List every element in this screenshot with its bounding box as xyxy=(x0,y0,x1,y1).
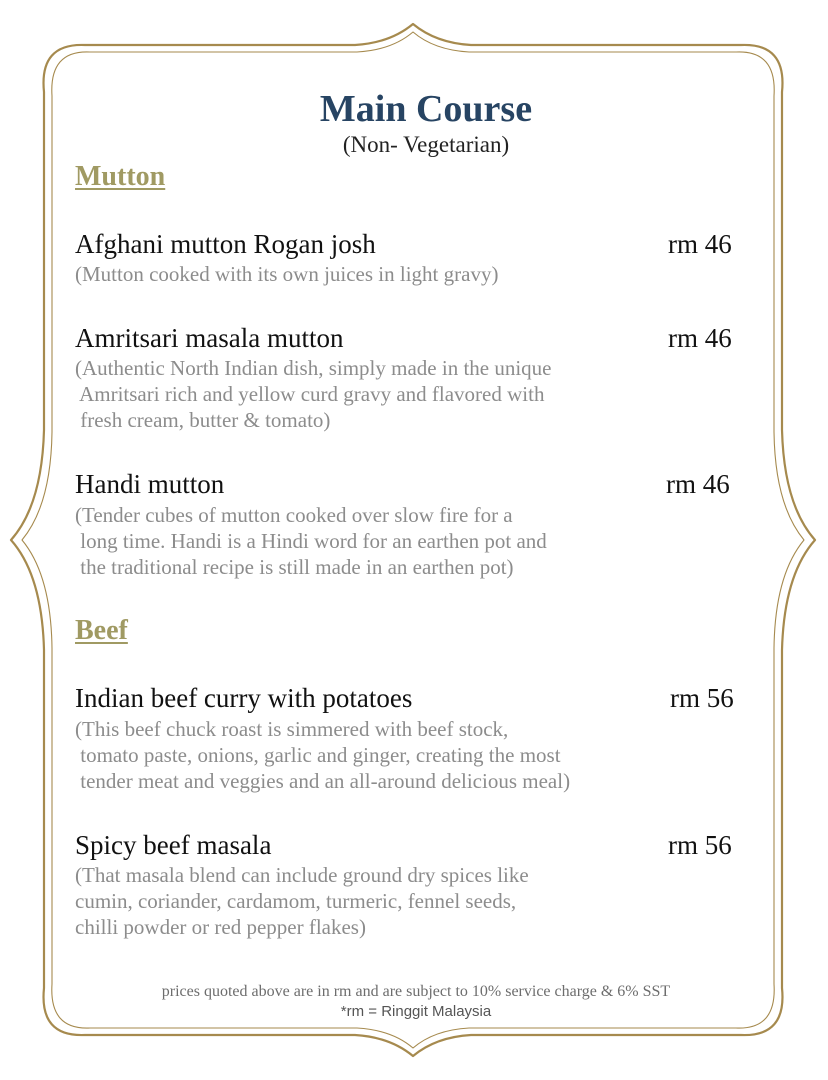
menu-item-description: cumin, coriander, cardamom, turmeric, fennel seeds, xyxy=(75,889,517,913)
section-heading-mutton: Mutton xyxy=(75,161,166,192)
currency-note: *rm = Ringgit Malaysia xyxy=(340,1003,492,1020)
menu-item-name: Spicy beef masala xyxy=(75,830,272,860)
menu-item-description: fresh cream, butter & tomato) xyxy=(75,408,331,432)
menu-item-description: chilli powder or red pepper flakes) xyxy=(75,915,366,939)
menu-item-name: Handi mutton xyxy=(75,469,225,499)
menu-item-description: the traditional recipe is still made in an earthen pot) xyxy=(75,555,514,579)
menu-item-description: tomato paste, onions, garlic and ginger, creating the most xyxy=(75,743,561,767)
menu-item-description: (That masala blend can include ground dry spices like xyxy=(75,863,529,887)
service-charge-note: prices quoted above are in rm and are subject to 10% service charge & 6% SST xyxy=(161,983,671,1000)
menu-item-name: Amritsari masala mutton xyxy=(75,323,344,353)
menu-item-price: rm 56 xyxy=(668,830,732,860)
menu-item-description: Amritsari rich and yellow curd gravy and flavored with xyxy=(75,382,545,406)
menu-item-description: (Mutton cooked with its own juices in light gravy) xyxy=(75,262,499,286)
menu-item-price: rm 46 xyxy=(666,469,730,499)
menu-item-description: long time. Handi is a Hindi word for an earthen pot and xyxy=(75,529,547,553)
menu-item-price: rm 46 xyxy=(668,323,732,353)
menu-item-description: (This beef chuck roast is simmered with beef stock, xyxy=(75,717,509,741)
menu-item-description: tender meat and veggies and an all-around delicious meal) xyxy=(75,769,571,793)
menu-item-price: rm 56 xyxy=(670,683,734,713)
section-heading-beef: Beef xyxy=(75,615,128,646)
page-title: Main Course xyxy=(319,88,533,130)
page-subtitle: (Non- Vegetarian) xyxy=(342,132,510,157)
menu-item-price: rm 46 xyxy=(668,229,732,259)
menu-item-name: Afghani mutton Rogan josh xyxy=(75,229,376,259)
menu-item-description: (Tender cubes of mutton cooked over slow fire for a xyxy=(75,503,513,527)
menu-item-description: (Authentic North Indian dish, simply made in the unique xyxy=(75,356,552,380)
menu-item-name: Indian beef curry with potatoes xyxy=(75,683,413,713)
